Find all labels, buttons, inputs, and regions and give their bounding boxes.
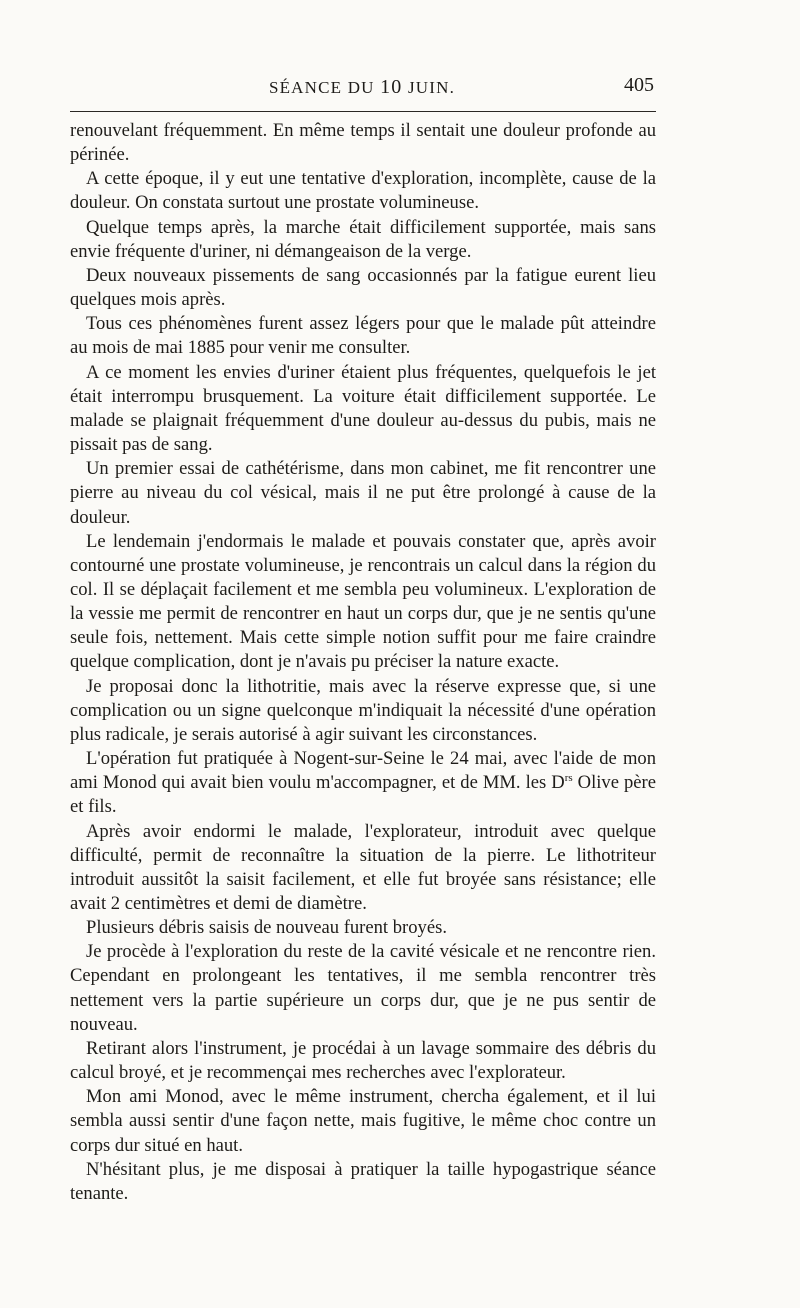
paragraph: Le lendemain j'endormais le malade et pouvais constater que, après avoir contourné une prostate volumineuse, je rencontrais un calcul dans la région du col. Il se déplaçait facilement et me sembla peu volumineux. L'exploration de la vessie me permit de rencontrer en haut un corps dur, que je ne sentis qu'une seule fois, nettement. Mais cette simple notion suffit pour me faire craindre quelque complication, dont je n'avais pu préciser la nature exacte.	[70, 530, 656, 673]
paragraph: Un premier essai de cathétérisme, dans mon cabinet, me fit rencontrer une pierre au niveau du col vésical, mais il ne put être prolongé à cause de la douleur.	[70, 458, 656, 528]
header-rule	[70, 111, 656, 112]
running-title-day: 10	[380, 76, 403, 98]
paragraph: A ce moment les envies d'uriner étaient plus fréquentes, quelquefois le jet était interrompu brusquement. La voiture était difficilement supportée. Le malade se plaignait fréquemment d'une douleur au-dessus du pubis, mais ne pissait pas de sang.	[70, 361, 656, 456]
paragraph: Quelque temps après, la marche était difficilement supportée, mais sans envie fréquente d'uriner, ni démangeaison de la verge.	[70, 216, 656, 262]
paragraph: A cette époque, il y eut une tentative d'exploration, incomplète, cause de la douleur. On constata surtout une prostate volumineuse.	[70, 168, 656, 214]
paragraph: Plusieurs débris saisis de nouveau furent broyés.	[86, 917, 447, 939]
paragraph-operation	[70, 747, 656, 819]
paragraph: Après avoir endormi le malade, l'explorateur, introduit avec quelque difficulté, permit de reconnaître la situation de la pierre. Le lithotriteur introduit aussitôt la saisit facilement, et elle fut broyée sans résistance; elle avait 2 centimètres et demi de diamètre.	[70, 820, 656, 914]
paragraph: N'hésitant plus, je me disposai à pratiquer la taille hypogastrique séance tenante.	[70, 1158, 656, 1204]
paragraph-continuation: renouvelant fréquemment. En même temps il sentait une douleur profonde au périnée.	[70, 120, 656, 166]
paragraph: Mon ami Monod, avec le même instrument, chercha également, et il lui sembla aussi sentir d'une façon nette, mais fugitive, le même choc contre un corps dur situé en haut.	[70, 1086, 656, 1156]
body-text	[70, 119, 656, 1206]
running-title	[70, 76, 654, 99]
page-number: 405	[624, 74, 654, 96]
running-title-suffix: JUIN.	[402, 78, 456, 97]
paragraph: Tous ces phénomènes furent assez légers pour que le malade pût atteindre au mois de mai 1885 pour venir me consulter.	[70, 313, 656, 359]
running-header	[70, 70, 654, 110]
running-title-prefix: SÉANCE DU	[268, 78, 381, 97]
operation-text-before: L'opération fut pratiquée à Nogent-sur-Seine le 24 mai, avec l'aide de mon ami Monod qui avait bien voulu m'accompagner, et de MM. les D	[70, 748, 656, 794]
paragraph: Je procède à l'exploration du reste de la cavité vésicale et ne rencontre rien. Cependant en prolongeant les tentatives, il me sembla rencontrer très nettement vers la partie supérieure un corps dur, que je ne pus sentir de nouveau.	[70, 941, 656, 1035]
paragraph: Retirant alors l'instrument, je procédai à un lavage sommaire des débris du calcul broyé, et je recommençai mes recherches avec l'explorateur.	[70, 1037, 656, 1084]
operation-text-after: Olive père et fils.	[70, 772, 656, 818]
paragraph: Je proposai donc la lithotritie, mais avec la réserve expresse que, si une complication ou un signe quelconque m'indiquait la nécessité d'une opération plus radicale, je serais autorisé à agir suivant les circonstances.	[70, 675, 656, 745]
doctors-superscript: rs	[564, 772, 573, 785]
paragraph: Deux nouveaux pissements de sang occasionnés par la fatigue eurent lieu quelques mois après.	[70, 264, 656, 311]
